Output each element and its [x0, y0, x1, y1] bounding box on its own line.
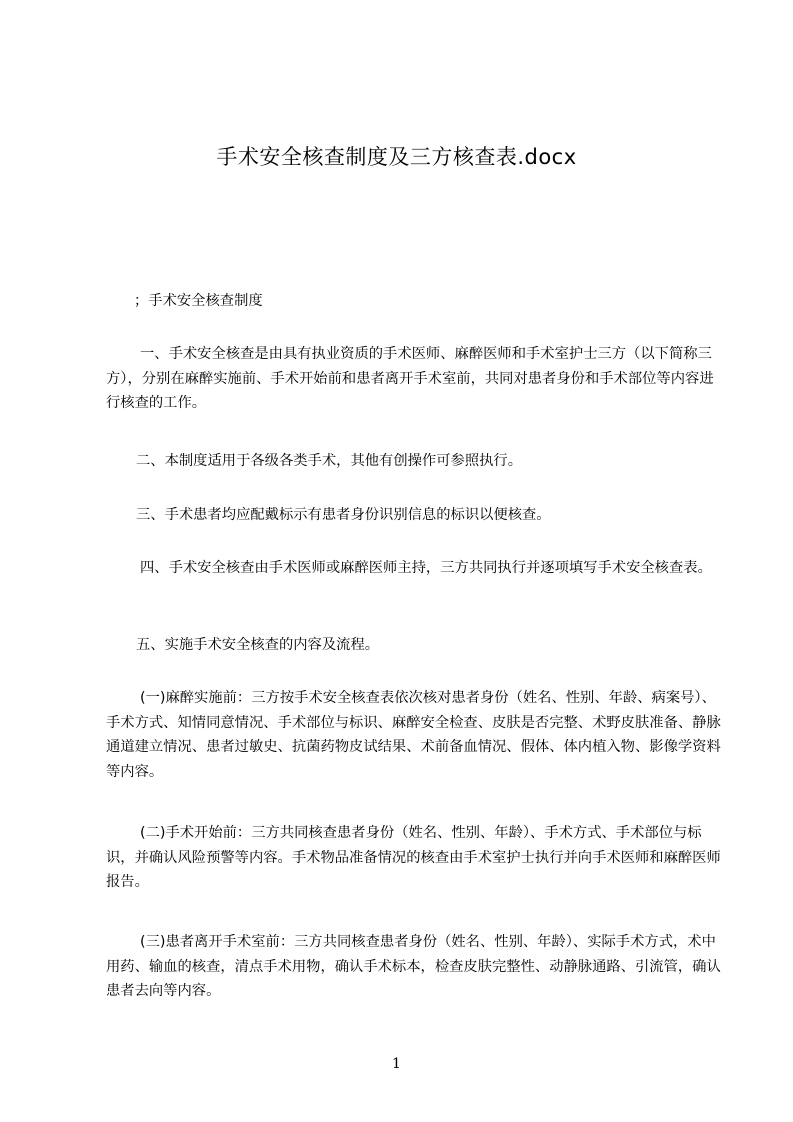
paragraph-2: 二、本制度适用于各级各类手术，其他有创操作可参照执行。	[136, 453, 523, 469]
paragraph-7: (二)手术开始前：三方共同核查患者身份（姓名、性别、年龄）、手术方式、手术部位与标识，并确认风险预警等内容。手术物品准备情况的核查由手术室护士执行并向手术医师和麻醉医师报告。	[106, 825, 721, 890]
paragraph-3: 三、手术患者均应配戴标示有患者身份识别信息的标识以便核查。	[136, 507, 551, 523]
page-number: 1	[392, 1056, 401, 1072]
paragraph-8: (三)患者离开手术室前：三方共同核查患者身份（姓名、性别、年龄）、实际手术方式，术中用药、输血的核查，清点手术用物，确认手术标本，检查皮肤完整性、动静脉通路、引流管，确认患者去向等内容。	[106, 934, 721, 999]
paragraph-5: 五、实施手术安全核查的内容及流程。	[136, 637, 380, 653]
paragraph-1: 一、手术安全核查是由具有执业资质的手术医师、麻醉医师和手术室护士三方（以下简称三方），分别在麻醉实施前、手术开始前和患者离开手术室前，共同对患者身份和手术部位等内容进行核查的工作。	[106, 346, 714, 411]
section-heading: ；手术安全核查制度	[134, 293, 263, 309]
paragraph-4: 四、手术安全核查由手术医师或麻醉医师主持，三方共同执行并逐项填写手术安全核查表。	[140, 560, 712, 576]
document-title: 手术安全核查制度及三方核查表.docx	[216, 145, 577, 169]
paragraph-6: (一)麻醉实施前：三方按手术安全核查表依次核对患者身份（姓名、性别、年龄、病案号）、手术方式、知情同意情况、手术部位与标识、麻醉安全检查、皮肤是否完整、术野皮肤准备、静脉通道建立情况、患者过敏史、抗菌药物皮试结果、术前备血情况、假体、体内植入物、影像学资料等内容。	[106, 690, 721, 780]
